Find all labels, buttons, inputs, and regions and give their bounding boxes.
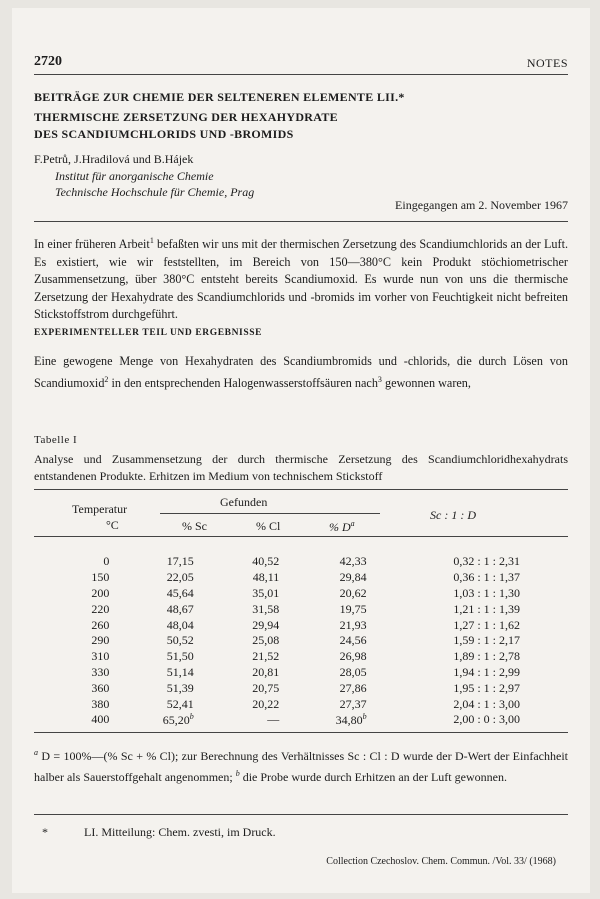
cell-sc: 45,64 [166, 585, 194, 600]
table-caption: Analyse und Zusammensetzung der durch thermische Zersetzung des Scandiumchloridhexahydrats entstandenen Produkte. Erhitzen im Medium von technischem Stickstoff [34, 452, 568, 483]
cell-sc: 22,05 [166, 570, 194, 585]
table-row [34, 633, 568, 649]
head-d: % $D^a$ [329, 519, 355, 534]
cell-ratio: 1,89 : 1 : 2,78 [453, 649, 520, 664]
page-number: 2720 [34, 54, 62, 69]
intro-paragraph: In einer früheren Arbeit$^1$ befaßten wir uns mit der thermischen Zersetzung des Scandiumchlorids an der Luft. Es existiert, wie wir feststellten, im Bereich von 150—380°C kein Produkt stöchiometrischer Zusammensetzung, über 380°C entsteht bereits Scandiumoxid. Es wurde nun von uns die thermische Zersetzung der Hexahydrate des Scandiumchlorids und -bromids im vorher von Feuchtigkeit nicht befreiten Stickstoffstrom durchgeführt. [34, 236, 569, 322]
cell-sc: 17,15 [166, 554, 194, 569]
section-heading: EXPERIMENTELLER TEIL UND ERGEBNISSE [34, 328, 263, 338]
cell-cl: 29,94 [252, 617, 280, 632]
cell-temperature: 400 [91, 712, 110, 727]
table-footnote: $^a$ D = 100%—(% Sc + % Cl); zur Berechnung des Verhältnisses Sc : Cl : D wurde der D-Wert der Einfachheit halber als Sauerstoffgehalt angenommen; $^b$ die Probe wurde durch Erhitzen an der Luft gewonnen. [34, 748, 568, 784]
cell-d: 27,86 [339, 680, 367, 695]
cell-sc: 51,50 [166, 649, 194, 664]
cell-d: 24,56 [339, 633, 367, 648]
institute-line-2: Technische Hochschule für Chemie, Prag [55, 185, 255, 199]
cell-temperature: 290 [91, 633, 110, 648]
cell-ratio: 1,94 : 1 : 2,99 [453, 664, 520, 679]
table-row [34, 680, 568, 696]
cell-ratio: 2,00 : 0 : 3,00 [453, 712, 520, 727]
cell-d: 20,62 [339, 585, 367, 600]
intro-rule [34, 221, 568, 222]
table-row [34, 586, 568, 602]
received-date: Eingegangen am 2. November 1967 [395, 198, 568, 212]
cell-ratio: 1,59 : 1 : 2,17 [453, 633, 520, 648]
star-footnote-mark: * [42, 825, 48, 839]
head-cl: % Cl [256, 519, 281, 533]
cell-d: 21,93 [339, 617, 367, 632]
cell-ratio: 2,04 : 1 : 3,00 [453, 696, 520, 711]
cell-ratio: 1,95 : 1 : 2,97 [453, 680, 520, 695]
cell-temperature: 380 [91, 696, 110, 711]
journal-page [12, 8, 590, 893]
cell-sc: 51,14 [166, 664, 194, 679]
table-row [34, 554, 568, 570]
cell-ratio: 1,27 : 1 : 1,62 [453, 617, 520, 632]
cell-d: 26,98 [339, 649, 367, 664]
table-row [34, 696, 568, 712]
authors: F.Petrů, J.Hradilová und B.Hájek [34, 152, 194, 166]
head-ratio: Sc : 1 : D [430, 508, 476, 522]
header-rule [34, 74, 568, 75]
cell-temperature: 310 [91, 649, 110, 664]
footnote-rule [34, 814, 568, 815]
cell-cl: 20,81 [252, 664, 280, 679]
cell-temperature: 360 [91, 680, 110, 695]
cell-temperature: 330 [91, 664, 110, 679]
cell-d: 29,84 [339, 570, 367, 585]
table-row [34, 570, 568, 586]
table-bottom-rule [34, 732, 568, 733]
cell-d: 28,05 [339, 664, 367, 679]
section-label: NOTES [526, 56, 568, 70]
table-group-rule [160, 513, 380, 514]
cell-cl: 40,52 [252, 554, 280, 569]
cell-sc: 65,20$^b$ [162, 711, 194, 727]
cell-ratio: 1,03 : 1 : 1,30 [453, 585, 520, 600]
cell-cl: 35,01 [252, 585, 280, 600]
cell-cl: 31,58 [252, 601, 280, 616]
cell-temperature: 200 [91, 585, 110, 600]
head-gefunden: Gefunden [220, 495, 268, 509]
cell-ratio: 0,32 : 1 : 2,31 [453, 554, 520, 569]
cell-ratio: 0,36 : 1 : 1,37 [453, 570, 520, 585]
head-sc: % Sc [182, 519, 207, 533]
cell-temperature: 220 [91, 601, 110, 616]
cell-sc: 50,52 [166, 633, 194, 648]
head-temperature-unit: °C [106, 518, 119, 532]
experimental-paragraph: Eine gewogene Menge von Hexahydraten des Scandiumbromids und -chlorids, die durch Lösen von Scandiumoxid$^2$ in den entsprechenden Halogenwasserstoffsäuren nach$^3$ gewonnen waren, [34, 354, 568, 390]
cell-ratio: 1,21 : 1 : 1,39 [453, 601, 520, 616]
table-top-rule [34, 489, 568, 490]
cell-temperature: 0 [103, 554, 110, 569]
cell-d: 27,37 [339, 696, 367, 711]
table-label: Tabelle I [34, 434, 78, 446]
cell-cl: — [267, 712, 280, 727]
data-table [34, 554, 568, 728]
cell-cl: 25,08 [252, 633, 280, 648]
cell-d: 19,75 [339, 601, 367, 616]
institute-line-1: Institut für anorganische Chemie [55, 169, 214, 183]
cell-temperature: 260 [91, 617, 110, 632]
cell-cl: 20,22 [252, 696, 280, 711]
journal-footer: Collection Czechoslov. Chem. Commun. /Vol. 33/ (1968) [326, 856, 556, 867]
table-row [34, 601, 568, 617]
cell-sc: 52,41 [166, 696, 194, 711]
table-row [34, 617, 568, 633]
cell-cl: 20,75 [252, 680, 280, 695]
table-head-rule [34, 536, 568, 537]
head-temperature: Temperatur [72, 502, 128, 516]
cell-cl: 48,11 [252, 570, 280, 585]
cell-sc: 48,04 [166, 617, 194, 632]
cell-d: 42,33 [339, 554, 367, 569]
cell-d: 34,80$^b$ [335, 711, 367, 727]
table-row [34, 665, 568, 681]
cell-sc: 51,39 [166, 680, 194, 695]
title-line-1: BEITRÄGE ZUR CHEMIE DER SELTENEREN ELEMENTE LII.* [34, 90, 405, 104]
cell-cl: 21,52 [252, 649, 280, 664]
star-footnote-text: LI. Mitteilung: Chem. zvesti, im Druck. [84, 825, 276, 839]
cell-temperature: 150 [91, 570, 110, 585]
cell-sc: 48,67 [166, 601, 194, 616]
title-line-2: THERMISCHE ZERSETZUNG DER HEXAHYDRATE [34, 110, 338, 124]
table-row [34, 649, 568, 665]
table-row [34, 712, 568, 728]
title-line-3: DES SCANDIUMCHLORIDS UND -BROMIDS [34, 127, 294, 141]
